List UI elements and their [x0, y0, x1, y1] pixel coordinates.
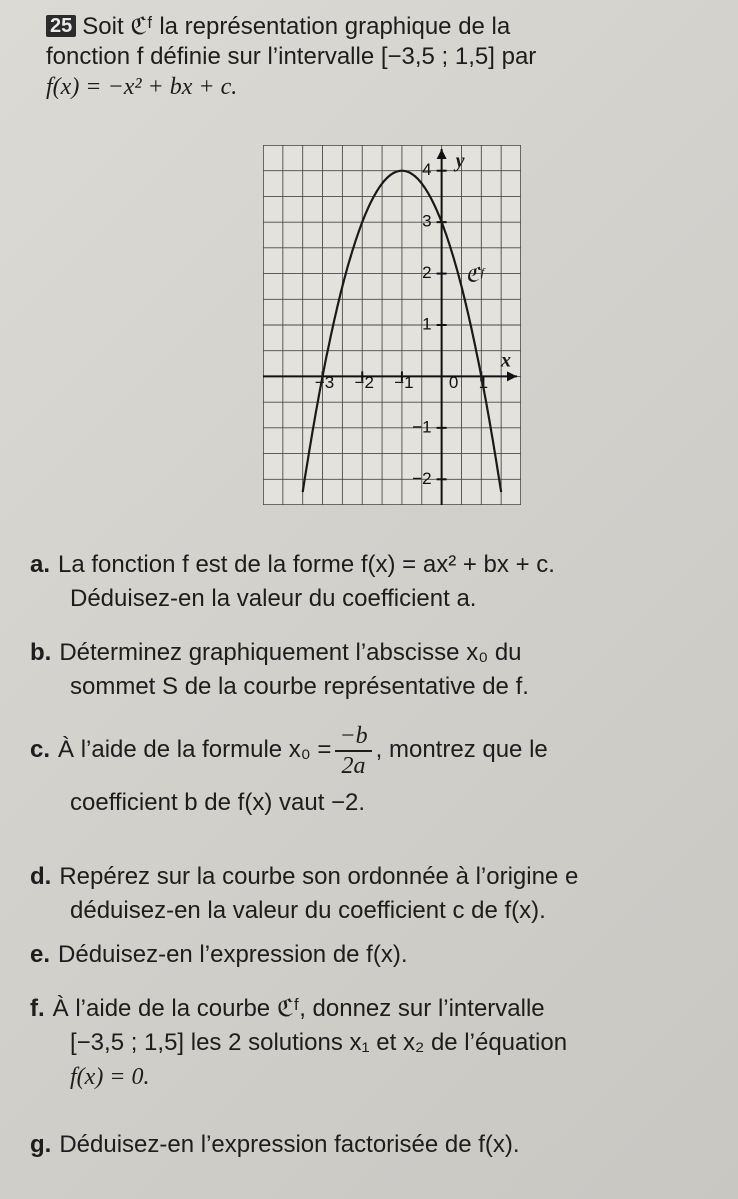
question-d-text: Repérez sur la courbe son ordonnée à l’origine e: [59, 863, 579, 890]
question-b-letter: b.: [30, 639, 52, 666]
x-tick-label: −3: [314, 372, 335, 392]
question-d-text-2: déduisez-en la valeur du coefficient c de f(x).: [70, 897, 546, 924]
question-c: [30, 722, 730, 820]
question-f-text-2: [−3,5 ; 1,5] les 2 solutions x₁ et x₂ de l’équation: [70, 1029, 568, 1056]
question-g: [30, 1128, 730, 1162]
question-g-text: Déduisez-en l’expression factorisée de f(x).: [59, 1131, 520, 1158]
question-d: [30, 860, 730, 928]
y-tick-label: 1: [422, 314, 432, 334]
x-axis-label: x: [501, 349, 511, 372]
question-c-text-2: coefficient b de f(x) vaut −2.: [70, 789, 366, 816]
question-b-text-2: sommet S de la courbe représentative de f.: [70, 673, 529, 700]
question-a-text-2: Déduisez-en la valeur du coefficient a.: [70, 585, 477, 612]
fraction-numerator: −b: [335, 722, 371, 752]
curve-label: ℭᶠ: [465, 264, 483, 287]
y-axis-label: y: [455, 150, 465, 172]
y-tick-label: −1: [412, 417, 432, 437]
question-c-text-after: , montrez que le: [375, 736, 548, 764]
function-graph: [263, 145, 521, 505]
question-c-letter: c.: [30, 736, 51, 764]
question-b: [30, 636, 730, 704]
exercise-intro: [46, 12, 726, 102]
question-e: [30, 938, 730, 972]
question-a-letter: a.: [30, 551, 51, 578]
graph-svg: [263, 145, 521, 505]
exercise-number: 25: [46, 15, 76, 37]
intro-line-2: fonction f définie sur l’intervalle [−3,5 ; 1,5] par: [46, 43, 537, 70]
question-f-text-3: f(x) = 0.: [70, 1064, 150, 1090]
y-tick-label: 2: [422, 263, 432, 283]
question-f-text: À l’aide de la courbe ℭᶠ, donnez sur l’intervalle: [52, 995, 545, 1022]
question-e-letter: e.: [30, 941, 51, 968]
intro-text-1: Soit ℭᶠ la représentation graphique de la: [82, 13, 511, 40]
question-d-letter: d.: [30, 863, 52, 890]
fraction-denominator: 2a: [341, 753, 366, 779]
x-tick-label: 0: [448, 372, 459, 392]
y-tick-label: −2: [412, 468, 432, 488]
x-tick-label: −2: [354, 372, 374, 392]
x-tick-label: −1: [394, 372, 414, 392]
question-f: [30, 992, 730, 1094]
fraction: [335, 722, 371, 780]
question-b-text: Déterminez graphiquement l’abscisse x₀ du: [59, 639, 522, 666]
grid: [263, 145, 521, 505]
question-g-letter: g.: [30, 1131, 52, 1158]
intro-formula: f(x) = −x² + bx + c.: [46, 74, 238, 100]
intro-line-1: [46, 12, 726, 42]
question-c-text: À l’aide de la formule x₀ =: [58, 736, 332, 764]
question-e-text: Déduisez-en l’expression de f(x).: [58, 941, 408, 968]
question-f-letter: f.: [30, 995, 45, 1022]
x-tick-label: 1: [478, 372, 489, 392]
y-tick-label: 4: [422, 160, 432, 180]
y-tick-label: 3: [422, 211, 432, 231]
question-a-text: La fonction f est de la forme f(x) = ax² + bx + c.: [58, 551, 555, 578]
question-a: [30, 548, 730, 616]
